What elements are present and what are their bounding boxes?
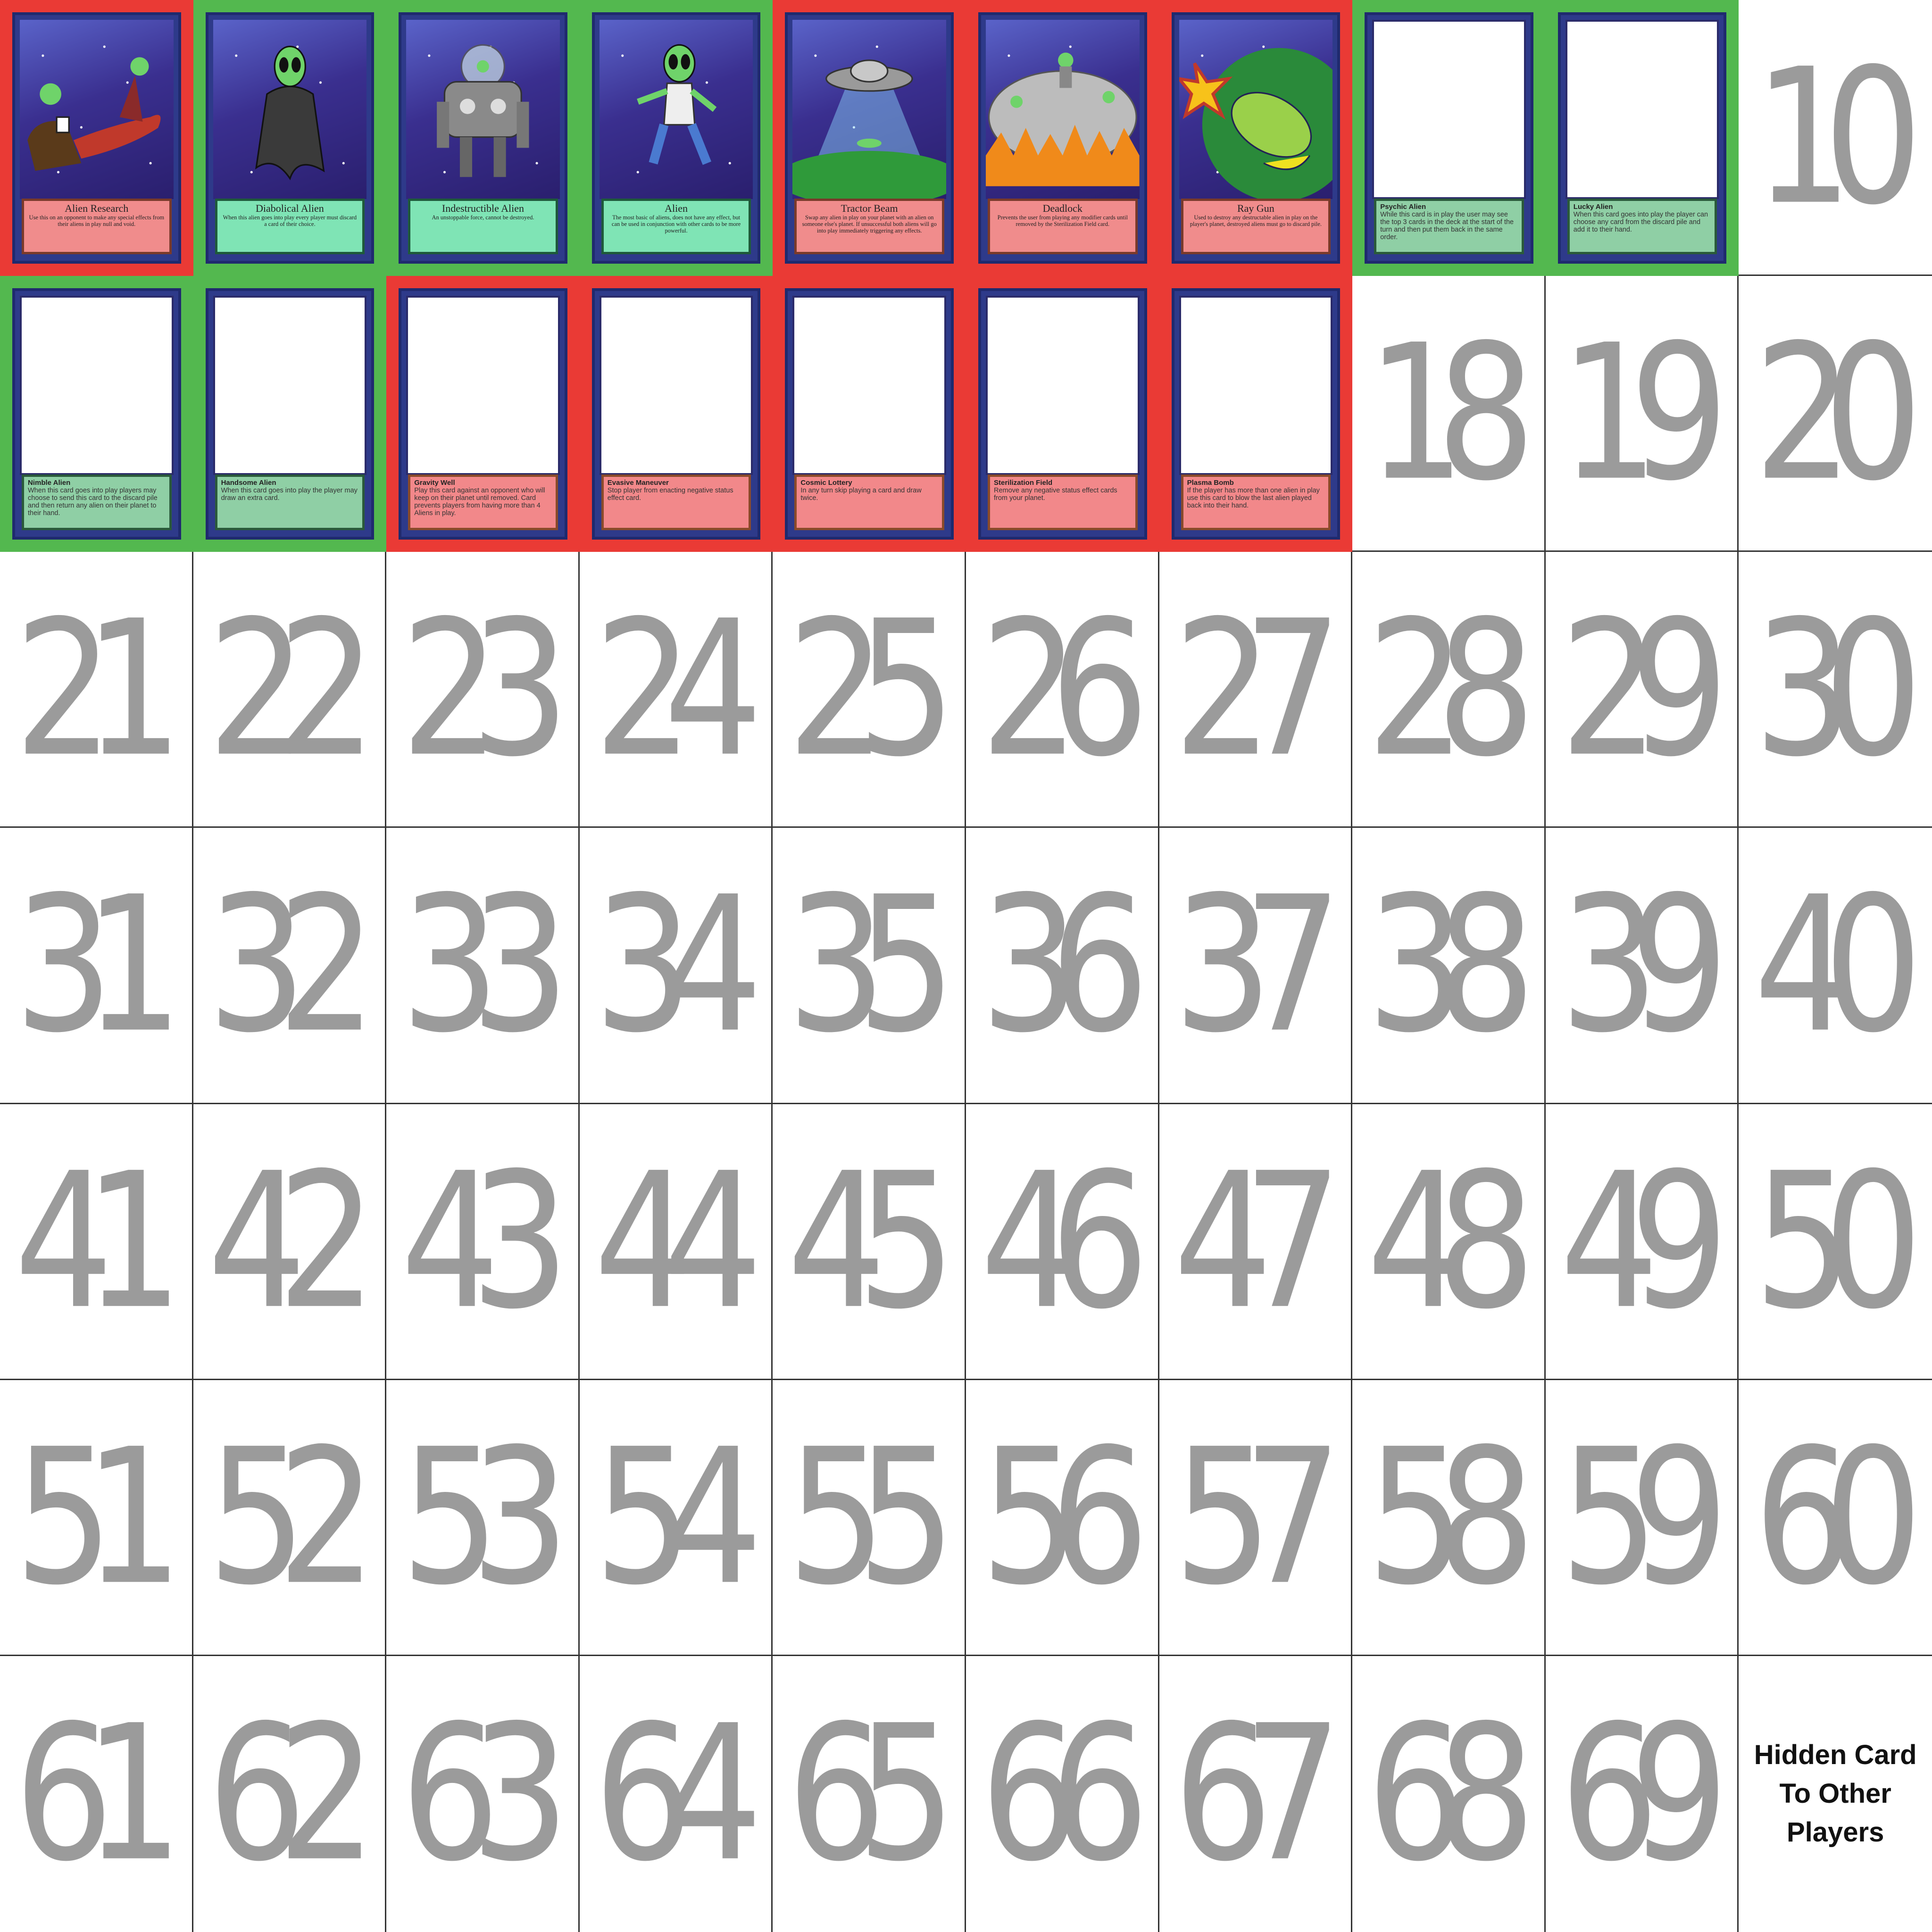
card-title: Handsome Alien [221,479,276,487]
empty-card-slot[interactable] [1159,1656,1353,1932]
slot-number: 56 [980,1408,1120,1626]
empty-card-slot[interactable] [0,1380,193,1656]
card-slot[interactable] [193,276,387,552]
empty-card-slot[interactable] [1546,1104,1739,1380]
empty-card-slot[interactable] [1352,1380,1546,1656]
action-card-frame [966,0,1159,276]
card-text-box [215,475,365,530]
slot-number: 23 [400,580,541,798]
card-slot[interactable] [966,276,1159,552]
action-card-frame [386,276,580,552]
slot-number: 22 [207,580,347,798]
card-slot[interactable] [0,0,193,276]
card-description: Remove any negative status effect cards from your planet. [994,487,1117,502]
card-slot[interactable] [1546,0,1739,276]
slot-number: 20 [1754,304,1894,522]
slot-number: 67 [1173,1685,1313,1903]
slot-number: 41 [14,1133,154,1350]
alien-card-frame [193,0,387,276]
empty-card-slot[interactable] [773,1380,966,1656]
slot-number: 33 [400,857,541,1074]
card-artwork [1179,20,1333,199]
slot-number: 65 [787,1685,927,1903]
slot-number: 50 [1754,1133,1894,1350]
empty-card-slot[interactable] [580,1380,773,1656]
slot-number: 49 [1560,1133,1700,1350]
empty-card-slot[interactable] [0,552,193,828]
card-text-box [215,199,365,254]
psychiatrist-alien-icon [20,20,174,199]
action-card-frame [966,276,1159,552]
empty-card-slot[interactable] [1739,1104,1932,1380]
card-face [592,12,761,264]
empty-card-slot[interactable] [386,552,580,828]
slot-number: 28 [1366,580,1507,798]
alien-card-frame [580,0,773,276]
card-artwork-placeholder [406,296,560,475]
empty-card-slot[interactable] [0,828,193,1104]
alien-card-frame [386,0,580,276]
empty-card-slot[interactable] [1546,276,1739,552]
card-artwork [213,20,367,199]
empty-card-slot[interactable] [1739,1380,1932,1656]
empty-card-slot[interactable] [1546,1380,1739,1656]
empty-card-slot[interactable] [966,1380,1159,1656]
card-slot[interactable] [1159,0,1353,276]
alien-card-frame [0,276,193,552]
empty-card-slot[interactable] [193,828,387,1104]
alien-card-frame [1546,0,1739,276]
slot-number: 61 [14,1685,154,1903]
action-card-frame [0,0,193,276]
card-face [1172,288,1341,540]
card-face [1172,12,1341,264]
empty-card-slot[interactable] [966,1104,1159,1380]
slot-number: 55 [787,1408,927,1626]
slot-number: 53 [400,1408,541,1626]
empty-card-slot[interactable] [1159,1104,1353,1380]
card-text-box [1181,475,1331,530]
slot-number: 43 [400,1133,541,1350]
empty-card-slot[interactable] [1352,552,1546,828]
action-card-frame [1159,0,1353,276]
ufo-beam-icon [792,20,946,199]
empty-card-slot[interactable] [386,1104,580,1380]
card-face [785,288,954,540]
card-slot[interactable] [580,0,773,276]
card-description: Prevents the user from playing any modifier cards until removed by the Sterilization Field card. [997,214,1128,228]
burning-planet-icon [986,20,1140,199]
card-artwork [406,20,560,199]
slot-number: 42 [207,1133,347,1350]
slot-number: 63 [400,1685,541,1903]
card-title: Ray Gun [1237,202,1274,215]
slot-number: 24 [594,580,734,798]
card-title: Deadlock [1042,202,1083,215]
slot-number: 46 [980,1133,1120,1350]
slot-number: 57 [1173,1408,1313,1626]
empty-card-slot[interactable] [580,1104,773,1380]
card-description: Used to destroy any destructable alien in play on the player's planet, destroyed aliens must go to discard pile. [1190,214,1322,228]
card-text-box [601,475,751,530]
action-card-frame [773,0,966,276]
card-title: Evasive Maneuver [607,479,669,487]
card-artwork-placeholder [20,296,174,475]
card-face [592,288,761,540]
action-card-frame [1159,276,1353,552]
ray-gun-icon [1179,20,1333,199]
card-slot[interactable] [773,0,966,276]
empty-card-slot[interactable] [773,552,966,828]
card-title: Alien [665,202,688,215]
card-description: In any turn skip playing a card and draw twice. [800,487,922,502]
slot-number: 29 [1560,580,1700,798]
slot-number: 34 [594,857,734,1074]
empty-card-slot[interactable] [773,1656,966,1932]
card-face [1365,12,1533,264]
card-face [399,288,567,540]
card-text-box [794,475,944,530]
slot-number: 30 [1754,580,1894,798]
slot-number: 19 [1560,304,1700,522]
card-face [1558,12,1727,264]
slot-number: 35 [787,857,927,1074]
card-text-box [601,199,751,254]
card-title: Lucky Alien [1573,203,1613,211]
empty-card-slot[interactable] [1546,552,1739,828]
slot-number: 31 [14,857,154,1074]
card-face [785,12,954,264]
empty-card-slot[interactable] [966,552,1159,828]
empty-card-slot[interactable] [193,1380,387,1656]
card-artwork-placeholder [792,296,946,475]
empty-card-slot[interactable] [773,1104,966,1380]
card-face [399,12,567,264]
card-title: Sterilization Field [994,479,1053,487]
slot-number: 37 [1173,857,1313,1074]
card-slot[interactable] [1159,276,1353,552]
slot-number: 68 [1366,1685,1507,1903]
empty-card-slot[interactable] [1352,1656,1546,1932]
card-artwork-placeholder [1372,20,1526,199]
card-slot[interactable] [193,0,387,276]
card-slot[interactable] [580,276,773,552]
slot-number: 62 [207,1685,347,1903]
card-artwork [600,20,753,199]
card-text-box [988,475,1138,530]
card-title: Tractor Beam [841,202,898,215]
card-title: Nimble Alien [28,479,71,487]
card-text-box [1567,199,1717,254]
card-description: The most basic of aliens, does not have any effect, but can be used in conjunction with other cards to be more powerful. [611,214,741,234]
empty-card-slot[interactable] [1352,276,1546,552]
alien-card-frame [193,276,387,552]
card-text-box [408,199,558,254]
empty-card-slot[interactable] [966,828,1159,1104]
empty-card-slot[interactable] [1352,828,1546,1104]
empty-card-slot[interactable] [1739,552,1932,828]
card-artwork-placeholder [213,296,367,475]
slot-number: 59 [1560,1408,1700,1626]
empty-card-slot[interactable] [580,828,773,1104]
card-artwork [792,20,946,199]
card-slot[interactable] [0,276,193,552]
card-text-box [794,199,944,254]
robot-alien-icon [406,20,560,199]
empty-card-slot[interactable] [580,1656,773,1932]
slot-number: 54 [594,1408,734,1626]
card-title: Alien Research [65,202,129,215]
action-card-frame [773,276,966,552]
card-slot[interactable] [1352,0,1546,276]
empty-card-slot[interactable] [773,828,966,1104]
card-text-box [1374,199,1524,254]
slot-number: 25 [787,580,927,798]
card-face [12,288,181,540]
slot-number: 38 [1366,857,1507,1074]
empty-card-slot[interactable] [386,1656,580,1932]
action-card-frame [580,276,773,552]
empty-card-slot[interactable] [580,552,773,828]
slot-number: 52 [207,1408,347,1626]
card-title: Psychic Alien [1380,203,1426,211]
card-description: Use this on an opponent to make any special effects from their aliens in play null and void. [29,214,165,228]
empty-card-slot[interactable] [0,1104,193,1380]
slot-number: 10 [1754,28,1894,246]
card-slot[interactable] [773,276,966,552]
card-face [978,12,1147,264]
card-face [978,288,1147,540]
card-text-box [408,475,558,530]
card-slot[interactable] [966,0,1159,276]
card-face [206,12,375,264]
slot-number: 39 [1560,857,1700,1074]
cloaked-alien-icon [213,20,367,199]
card-description: When this card goes into play the player may draw an extra card. [221,487,358,502]
card-artwork [20,20,174,199]
slot-number: 32 [207,857,347,1074]
slot-number: 58 [1366,1408,1507,1626]
walking-alien-icon [600,20,753,199]
slot-number: 51 [14,1408,154,1626]
card-face [12,12,181,264]
slot-number: 21 [14,580,154,798]
card-title: Plasma Bomb [1187,479,1234,487]
slot-number: 66 [980,1685,1120,1903]
empty-card-slot[interactable] [0,1656,193,1932]
empty-card-slot[interactable] [386,828,580,1104]
card-description: An unstoppable force, cannot be destroyed. [432,214,534,221]
empty-card-slot[interactable] [1546,828,1739,1104]
empty-card-slot[interactable] [1159,828,1353,1104]
card-description: When this card goes into play players may choose to send this card to the discard pile and then return any alien on their planet to their hand. [28,487,158,517]
card-description: If the player has more than one alien in play use this card to blow the last alien played back into their hand. [1187,487,1320,510]
card-text-box [1181,199,1331,254]
alien-card-frame [1352,0,1546,276]
empty-card-slot[interactable] [1739,828,1932,1104]
hidden-card-slot[interactable] [1739,1656,1932,1932]
card-slot[interactable] [386,0,580,276]
slot-number: 40 [1754,857,1894,1074]
slot-number: 27 [1173,580,1313,798]
empty-card-slot[interactable] [1546,1656,1739,1932]
card-artwork [986,20,1140,199]
empty-card-slot[interactable] [193,1104,387,1380]
slot-number: 36 [980,857,1120,1074]
empty-card-slot[interactable] [966,1656,1159,1932]
card-description: When this card goes into play the player can choose any card from the discard pile and add it to their hand. [1573,211,1708,234]
card-description: While this card is in play the user may see the top 3 cards in the deck at the start of the turn and then put them back in the same order. [1380,211,1514,242]
card-text-box [988,199,1138,254]
card-description: Stop player from enacting negative status effect card. [607,487,733,502]
card-slot[interactable] [386,276,580,552]
empty-card-slot[interactable] [1739,0,1932,276]
card-text-box [22,199,172,254]
card-title: Indestructible Alien [441,202,525,215]
empty-card-slot[interactable] [193,1656,387,1932]
card-artwork-placeholder [1179,296,1333,475]
slot-number: 64 [594,1685,734,1903]
slot-number: 44 [594,1133,734,1350]
hidden-card-label: Hidden Card To Other Players [1754,1740,1917,1848]
slot-number: 60 [1754,1408,1894,1626]
card-artwork-placeholder [1566,20,1719,199]
card-artwork-placeholder [986,296,1140,475]
slot-number: 48 [1366,1133,1507,1350]
empty-card-slot[interactable] [1159,552,1353,828]
empty-card-slot[interactable] [1159,1380,1353,1656]
slot-number: 45 [787,1133,927,1350]
slot-number: 69 [1560,1685,1700,1903]
card-text-box [22,475,172,530]
card-description: When this alien goes into play every player must discard a card of their choice. [223,214,357,228]
empty-card-slot[interactable] [386,1380,580,1656]
slot-number: 26 [980,580,1120,798]
card-title: Cosmic Lottery [800,479,852,487]
empty-card-slot[interactable] [193,552,387,828]
card-title: Diabolical Alien [255,202,324,215]
slot-number: 47 [1173,1133,1313,1350]
card-artwork-placeholder [600,296,753,475]
card-face [206,288,375,540]
card-description: Swap any alien in play on your planet with an alien on someone else's planet. If unsuccessful both aliens will go into play immediately triggering any effects. [802,214,937,234]
card-description: Play this card against an opponent who will keep on their planet until removed. Card prevents players from having more than 4 Aliens in play. [414,487,545,517]
card-title: Gravity Well [414,479,455,487]
slot-number: 18 [1366,304,1507,522]
empty-card-slot[interactable] [1739,276,1932,552]
empty-card-slot[interactable] [1352,1104,1546,1380]
